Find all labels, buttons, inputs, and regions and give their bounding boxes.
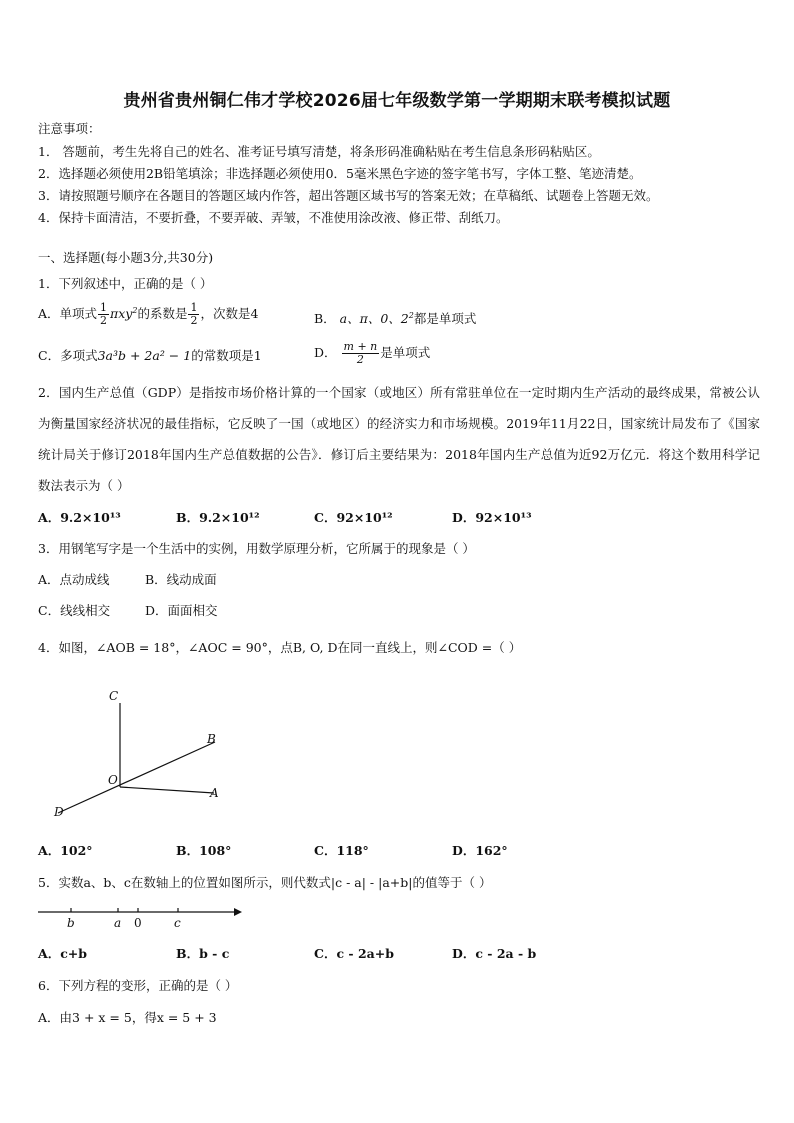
q1-option-d[interactable]: D． $\frac{m + n}{2}$ 是单项式 <box>314 340 431 366</box>
q6-stem: 6．下列方程的变形，正确的是（ ） <box>38 978 238 993</box>
axis-label-c: c <box>174 916 181 930</box>
q4-option-a[interactable]: A．102° <box>38 843 93 858</box>
q2-option-d[interactable]: D．92×10¹³ <box>452 510 532 525</box>
q6-option-a[interactable]: A．由3 + x = 5，得x = 5 + 3 <box>38 1010 217 1025</box>
note-2: 2．选择题必须使用2B铅笔填涂；非选择题必须使用0．5毫米黑色字迹的签字笔书写，字体工整、笔迹清楚。 <box>38 166 642 181</box>
q3-stem: 3．用钢笔写字是一个生活中的实例，用数学原理分析，它所属于的现象是（ ） <box>38 541 475 556</box>
notes-heading: 注意事项： <box>38 121 101 136</box>
q4-stem: 4．如图，∠AOB = 18°，∠AOC = 90°，点B, O, D在同一直线上，则∠COD =（ ） <box>38 640 522 655</box>
q2-option-a[interactable]: A．9.2×10¹³ <box>38 510 121 525</box>
label-o: O <box>108 773 118 787</box>
q3-option-b[interactable]: B．线动成面 <box>145 572 217 587</box>
note-1: 1． 答题前，考生先将自己的姓名、准考证号填写清楚，将条形码准确粘贴在考生信息条形码粘贴区。 <box>38 144 600 159</box>
q2-option-c[interactable]: C．92×10¹² <box>314 510 393 525</box>
label-b: B <box>207 732 216 746</box>
q4-angle-figure <box>40 680 240 825</box>
q4-option-b[interactable]: B．108° <box>176 843 232 858</box>
q1-option-b[interactable]: B． a、π、0、$2^2$都是单项式 <box>314 311 477 327</box>
axis-label-0: 0 <box>134 916 142 930</box>
line-bd <box>58 742 215 813</box>
q1-option-a[interactable]: A．单项式 $\frac{1}{2}$ πxy$^2$的系数是 $\frac{1}{2}$ ，次数是4 <box>38 301 259 327</box>
q3-option-a[interactable]: A．点动成线 <box>38 572 110 587</box>
q1-a-prefix: A．单项式 <box>38 306 98 321</box>
label-c: C <box>109 689 119 703</box>
q5-option-c[interactable]: C．c - 2a+b <box>314 946 394 961</box>
q1-a-fraction-2: $\frac{1}{2}$ <box>190 301 198 327</box>
q4-option-c[interactable]: C．118° <box>314 843 369 858</box>
q5-option-a[interactable]: A．c+b <box>38 946 88 961</box>
q1-stem: 1．下列叙述中，正确的是（ ） <box>38 276 213 291</box>
q1-option-c[interactable]: C．多项式3a³b + 2a² − 1的常数项是1 <box>38 348 262 363</box>
section-heading: 一、选择题(每小题3分,共30分) <box>38 250 214 265</box>
q2-option-b[interactable]: B．9.2×10¹² <box>176 510 260 525</box>
note-4: 4．保持卡面清洁，不要折叠，不要弄破、弄皱，不准使用涂改液、修正带、刮纸刀。 <box>38 210 509 225</box>
q3-option-c[interactable]: C．线线相交 <box>38 603 111 618</box>
q2-stem: 2．国内生产总值（GDP）是指按市场价格计算的一个国家（或地区）所有常驻单位在一定时期内生产活动的最终成果，常被公认为衡量国家经济状况的最佳指标，它反映了一国（或地区）的经济实力和市场规模。2019年11月22日，国家统计局发布了《国家统计局关于修订2018年国内生产总值数据的公告》．修订后主要结果为：2018年国内生产总值为近92万亿元．将这个数用科学记数法表示为（ ） <box>38 385 760 493</box>
q5-stem: 5．实数a、b、c在数轴上的位置如图所示，则代数式|c - a| - |a+b|的值等于（ ） <box>38 875 492 890</box>
q1-a-fraction: $\frac{1}{2}$ <box>100 301 108 327</box>
q5-option-d[interactable]: D．c - 2a - b <box>452 946 537 961</box>
ray-oa <box>120 787 214 793</box>
q5-option-b[interactable]: B．b - c <box>176 946 230 961</box>
arrow-icon <box>234 908 242 916</box>
q3-option-d[interactable]: D．面面相交 <box>145 603 218 618</box>
q5-number-line <box>36 900 248 936</box>
axis-label-b: b <box>67 916 75 930</box>
note-3: 3．请按照题号顺序在各题目的答题区域内作答，超出答题区域书写的答案无效；在草稿纸、试题卷上答题无效。 <box>38 188 659 203</box>
axis-label-a: a <box>114 916 122 930</box>
label-a: A <box>210 786 219 800</box>
q4-option-d[interactable]: D．162° <box>452 843 508 858</box>
q1-d-fraction: $\frac{m + n}{2}$ <box>343 340 378 366</box>
page-title: 贵州省贵州铜仁伟才学校2026届七年级数学第一学期期末联考模拟试题 <box>123 91 671 111</box>
label-d: D <box>54 805 64 819</box>
